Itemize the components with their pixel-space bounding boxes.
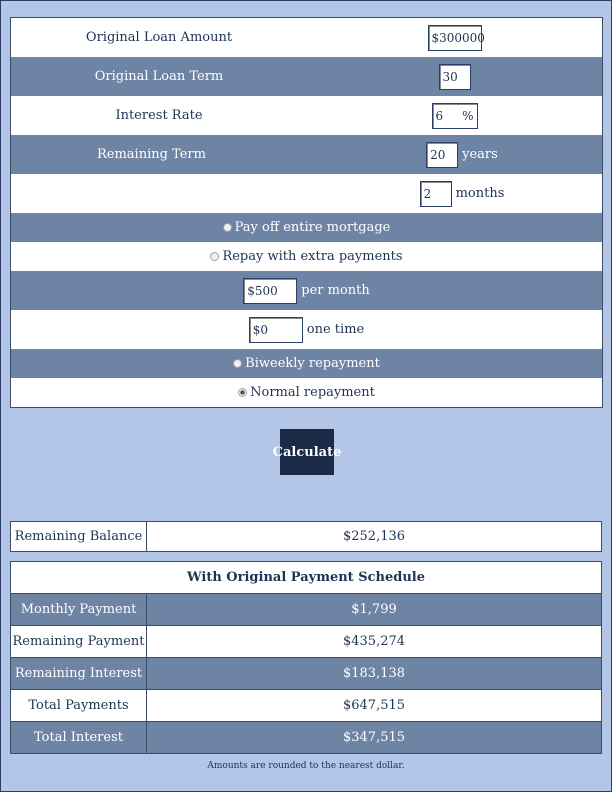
original-loan-term-row [11, 57, 602, 96]
biweekly-option-row [11, 349, 602, 378]
remaining-balance-box [10, 521, 602, 552]
remaining-years-input[interactable]: 20 [426, 142, 458, 168]
extra-payments-radio[interactable] [210, 252, 219, 261]
table-row [11, 690, 601, 722]
per-month-input[interactable]: $500 [243, 278, 297, 304]
payoff-option-row [11, 213, 602, 242]
remaining-term-label: Remaining Term [96, 147, 206, 162]
biweekly-option-label: Biweekly repayment [245, 356, 380, 371]
percent-unit: % [462, 108, 474, 123]
remaining-balance-label: Remaining Balance [11, 522, 147, 551]
table-row [11, 722, 601, 753]
years-unit: years [462, 147, 498, 162]
total-interest-value: $347,515 [342, 730, 406, 745]
payoff-radio[interactable] [223, 223, 232, 232]
one-time-unit: one time [306, 322, 365, 337]
months-unit: months [455, 186, 505, 201]
remaining-interest-value: $183,138 [342, 666, 406, 681]
one-time-input[interactable]: $0 [249, 317, 303, 343]
monthly-payment-value: $1,799 [351, 602, 397, 617]
interest-rate-field[interactable] [432, 103, 478, 129]
remaining-months-input[interactable]: 2 [420, 181, 452, 207]
calculate-button[interactable]: Calculate [280, 429, 334, 475]
loan-input-form [10, 17, 603, 408]
extra-payments-option-label: Repay with extra payments [222, 249, 403, 264]
remaining-balance-value: $252,136 [342, 529, 406, 544]
remaining-interest-label: Remaining Interest [11, 658, 147, 689]
remaining-payment-value: $435,274 [342, 634, 406, 649]
normal-radio[interactable] [238, 388, 247, 397]
interest-rate-input[interactable]: 6 [435, 108, 444, 123]
remaining-months-row [11, 174, 602, 213]
biweekly-radio[interactable] [233, 359, 242, 368]
payoff-option-label: Pay off entire mortgage [234, 220, 391, 235]
one-time-row [11, 310, 602, 349]
original-loan-amount-input[interactable]: $300000 [428, 25, 482, 51]
interest-rate-row [11, 96, 602, 135]
original-loan-term-label: Original Loan Term [94, 69, 224, 84]
extra-payments-option-row [11, 242, 602, 271]
rounding-footnote: Amounts are rounded to the nearest dollar. [207, 761, 405, 771]
table-row [11, 658, 601, 690]
total-interest-label: Total Interest [11, 722, 147, 753]
total-payments-value: $647,515 [342, 698, 406, 713]
per-month-row [11, 271, 602, 310]
normal-option-label: Normal repayment [250, 385, 375, 400]
schedule-title: With Original Payment Schedule [11, 562, 601, 594]
table-row [11, 594, 601, 626]
table-row [11, 626, 601, 658]
interest-rate-label: Interest Rate [115, 108, 203, 123]
payment-schedule-table [10, 561, 602, 754]
normal-option-row [11, 378, 602, 407]
remaining-payment-label: Remaining Payment [11, 626, 147, 657]
monthly-payment-label: Monthly Payment [11, 594, 147, 625]
per-month-unit: per month [301, 283, 370, 298]
original-loan-amount-row [11, 18, 602, 57]
original-loan-term-input[interactable]: 30 [439, 64, 471, 90]
original-loan-amount-label: Original Loan Amount [85, 30, 233, 45]
remaining-term-row [11, 135, 602, 174]
total-payments-label: Total Payments [11, 690, 147, 721]
